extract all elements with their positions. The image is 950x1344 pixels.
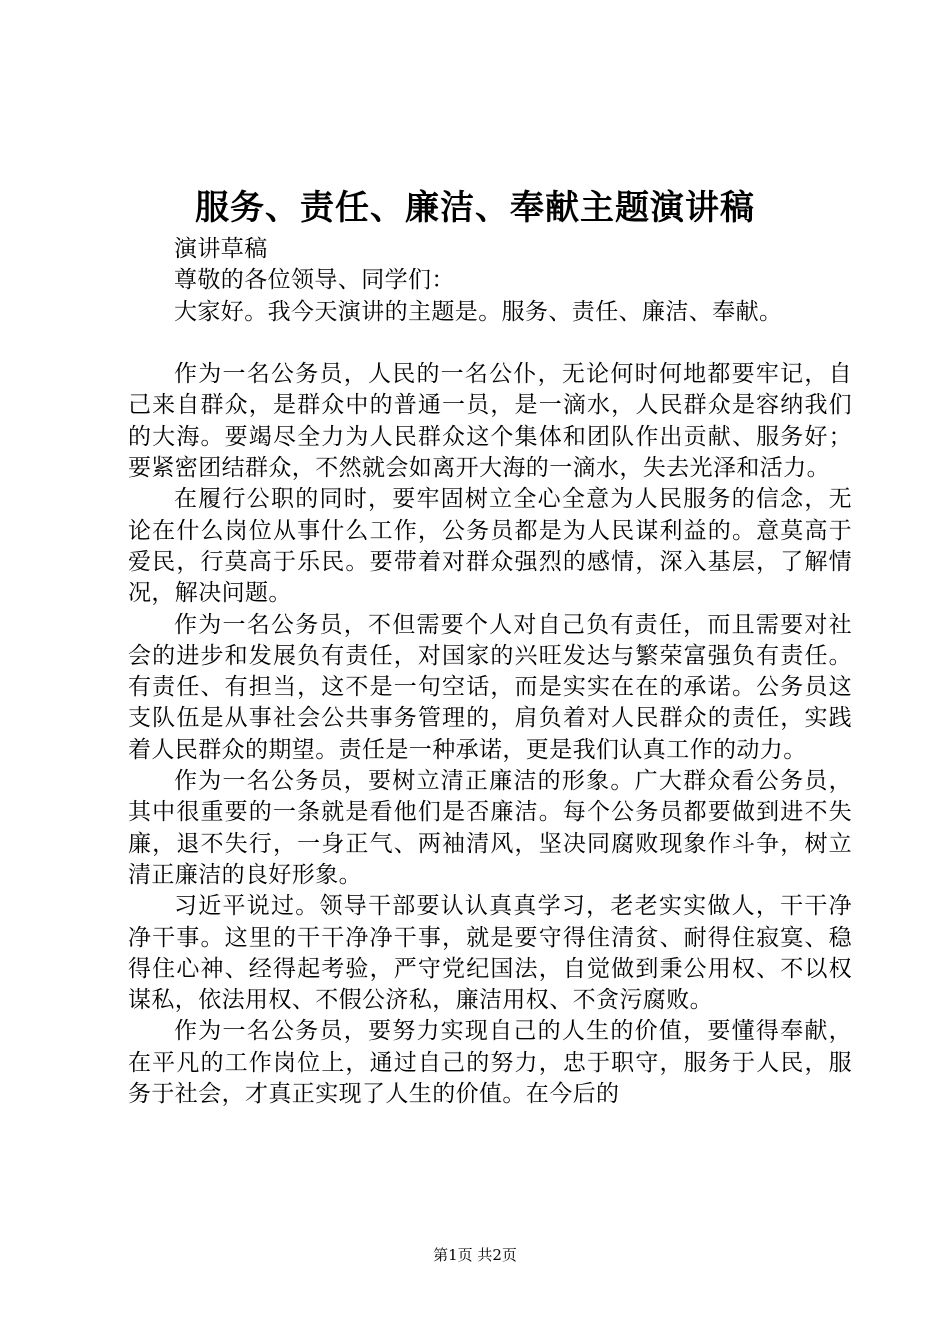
paragraph: 作为一名公务员，要努力实现自己的人生的价值，要懂得奉献，在平凡的工作岗位上，通过自己的努力，忠于职守，服务于人民，服务于社会，才真正实现了人生的价值。在今后的 (128, 1018, 852, 1108)
paragraph: 作为一名公务员，人民的一名公仆，无论何时何地都要牢记，自己来自群众，是群众中的普通一员，是一滴水，人民群众是容纳我们的大海。要竭尽全力为人民群众这个集体和团队作出贡献、服务好；要紧密团结群众，不然就会如离开大海的一滴水，失去光泽和活力。 (128, 361, 852, 482)
document-title: 服务、责任、廉洁、奉献主题演讲稿 (195, 188, 755, 228)
paragraph: 作为一名公务员，不但需要个人对自己负有责任，而且需要对社会的进步和发展负有责任，对国家的兴旺发达与繁荣富强负有责任。有责任、有担当，这不是一句空话，而是实实在在的承诺。公务员这支队伍是从事社会公共事务管理的，肩负着对人民群众的责任，实践着人民群众的期望。责任是一种承诺，更是我们认真工作的动力。 (128, 611, 852, 763)
paragraph: 作为一名公务员，要树立清正廉洁的形象。广大群众看公务员，其中很重要的一条就是看他们是否廉洁。每个公务员都要做到进不失廉，退不失行，一身正气、两袖清风，坚决同腐败现象作斗争，树立清正廉洁的良好形象。 (128, 768, 852, 888)
subtitle-line: 演讲草稿 (174, 236, 268, 262)
intro-line: 大家好。我今天演讲的主题是。服务、责任、廉洁、奉献。 (174, 298, 783, 325)
page-number-footer: 第1页 共2页 (433, 1246, 517, 1264)
document-body (128, 234, 852, 1110)
salutation-line: 尊敬的各位领导、同学们： (174, 267, 455, 294)
paragraph: 习近平说过。领导干部要认认真真学习，老老实实做人，干干净净干事。这里的干干净净干事，就是要守得住清贫、耐得住寂寞、稳得住心神、经得起考验，严守党纪国法，自觉做到秉公用权、不以权谋私，依法用权、不假公济私，廉洁用权、不贪污腐败。 (128, 893, 852, 1014)
paragraph: 在履行公职的同时，要牢固树立全心全意为人民服务的信念，无论在什么岗位从事什么工作，公务员都是为人民谋利益的。意莫高于爱民，行莫高于乐民。要带着对群众强烈的感情，深入基层，了解情况，解决问题。 (128, 486, 852, 607)
